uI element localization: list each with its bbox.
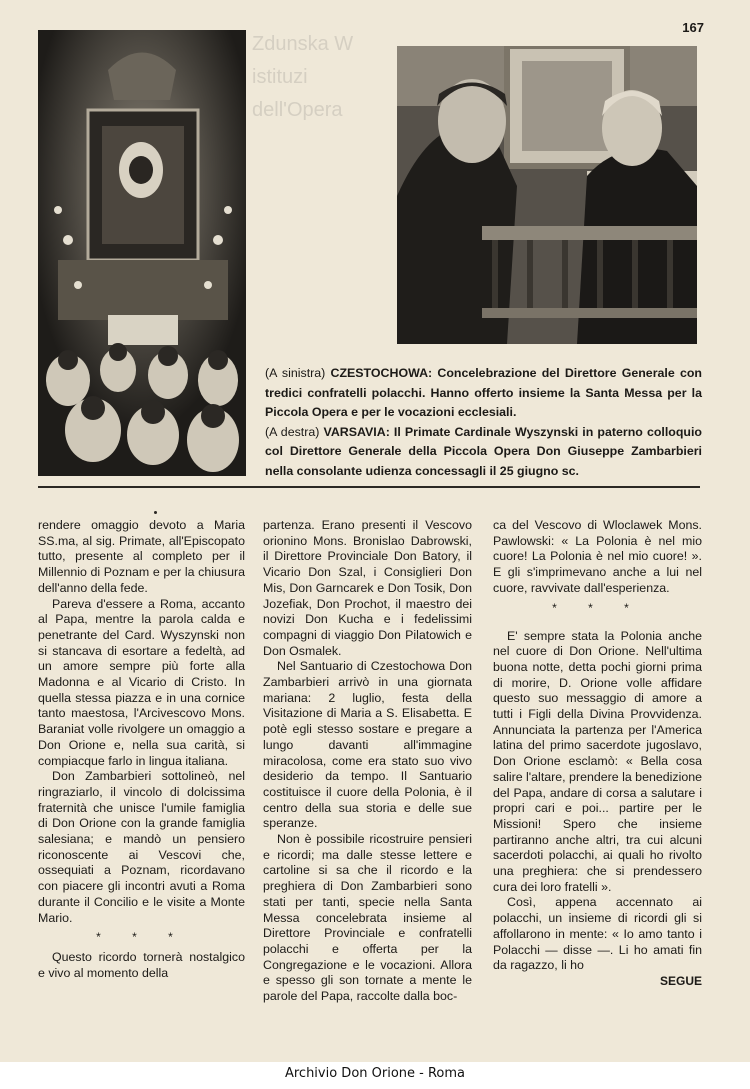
paragraph: Questo ricordo tornerà nostalgico e vivo al momento della bbox=[38, 950, 245, 980]
caption-right-text: VARSAVIA: Il Primate Cardinale Wyszynski in paterno colloquio col Direttore Generale della Piccola Opera Don Giuseppe Zambarbieri nella consolante udienza concessagli il 25 giugno sc. bbox=[265, 424, 703, 478]
photo-caption bbox=[265, 364, 702, 482]
caption-right-label: (A destra) bbox=[265, 424, 320, 439]
continued-label: SEGUE bbox=[659, 973, 702, 988]
archive-footer bbox=[0, 1062, 750, 1089]
photo-varsavia bbox=[397, 46, 697, 344]
archive-label: Archivio Don Orione - Roma bbox=[284, 1066, 466, 1081]
paragraph: rendere omaggio devoto a Maria SS.ma, al sig. Primate, all'Episcopato tutto, presente al completo per il Millennio di Poznam e per la chiusura dell'anno della fede. bbox=[38, 518, 245, 595]
caption-left-label: (A sinistra) bbox=[265, 366, 326, 380]
background-heading bbox=[252, 28, 397, 148]
page-number: 167 bbox=[682, 20, 704, 35]
horizontal-rule bbox=[38, 486, 700, 488]
text-column-3 bbox=[493, 518, 702, 990]
text-column-1 bbox=[38, 518, 245, 982]
section-separator: * * * bbox=[552, 600, 643, 615]
paragraph: ca del Vescovo di Wloclawek Mons. Pawlowski: « La Polonia è nel mio cuore! La Polonia è nel mio cuore! ». E gli s'imprimevano anche a lui nel cuore, ravvivate dall'esperienza. bbox=[493, 518, 702, 595]
paragraph: Don Zambarbieri sottolineò, nel ringraziarlo, il vincolo di dolcissima fraternità che unisce l'umile famiglia di Don Orione con la grande famiglia salesiana; e mandò un pensiero riconoscente ai Vescovi che, ossequiati a Poznam, ricordavano con piacere gli incontri avuti a Roma durante il Concilio e le visite a Monte Mario. bbox=[38, 769, 245, 925]
paragraph: E' sempre stata la Polonia anche nel cuore di Don Orione. Nell'ultima buona notte, detta pochi giorni prima di morire, D. Orione volle affidare questo suo messaggio di amore a tutti i Figli della Divina Provvidenza. Annunciata la partenza per l'America latina del primo sacerdote jugoslavo, Don Orione esclamò: « Bella cosa salire l'altare, prendere la benedizione del Papa, andare di corsa a salutare i propri cari e poi... partire per le Missioni! Spero che insieme partiranno anche altri, tra cui alcuni sacerdoti polacchi, ai quali ho rivolto una preghiera: che si prendessero cura dei loro fratelli ». bbox=[493, 628, 703, 894]
photo-czestochowa-image bbox=[38, 30, 246, 476]
ornament-dot bbox=[154, 511, 157, 514]
section-separator: * * * bbox=[96, 930, 187, 945]
paragraph: Nel Santuario di Czestochowa Don Zambarbieri arrivò in una giornata mariana: 2 luglio, festa della Visitazione di Maria a S. Elisabetta. E potè egli stesso sostare e pregare a lungo davanti all'immagine miracolosa, come era stato suo vivo desiderio da tempo. Il Santuario costituisce il cuore della Polonia, è il centro della sua storia e delle sue speranze. bbox=[263, 659, 472, 831]
paragraph: Pareva d'essere a Roma, accanto al Papa, mentre la parola calda e penetrante del Card. Wyszynski non si stancava di esortare a fedeltà, ad un amore sempre più forte alla Madonna e al Vicario di Cristo. In quella stessa piazza e in una cornice tanto maestosa, l'Arcivescovo Mons. Baraniat volle rivolgere un omaggio a Don Orione e, nella sua carità, si compiacque farlo in lingua italiana. bbox=[38, 596, 245, 768]
photo-varsavia-image bbox=[397, 46, 697, 344]
background-heading-line: Zdunska W bbox=[252, 33, 354, 55]
background-heading-line: istituzi bbox=[252, 66, 308, 88]
spacer bbox=[493, 621, 702, 629]
photo-czestochowa bbox=[38, 30, 246, 476]
paragraph: Così, appena accennato ai polacchi, un insieme di ricordi gli si affollarono in mente: « Io amo tanto i Polacchi — disse —. Li ho amati fin da ragazzo, li ho bbox=[493, 895, 702, 973]
background-heading-line: dell'Opera bbox=[252, 99, 343, 121]
paragraph: partenza. Erano presenti il Vescovo orionino Mons. Bronislao Dabrowski, il Direttore Provinciale Don Batory, il Vicario Don Szal, i Consiglieri Don Mis, Don Garncarek e Don Tosik, Don Jozefiak, Don Prochot, il maestro dei novizi Don Kucha e i fedelissimi compagni di viaggio Don Pilatowich e Don Osmalek. bbox=[263, 518, 472, 658]
caption-left-text: CZESTOCHOWA: Concelebrazione del Direttore Generale con tredici confratelli polacchi. Hanno offerto insieme la Santa Messa per la Piccola Opera e per le vocazioni ecclesiali. bbox=[265, 366, 702, 420]
text-column-2 bbox=[263, 518, 472, 1005]
paragraph: Non è possibile ricostruire pensieri e ricordi; ma dalle stesse lettere e cartoline si sa che il ricordo e la preghiera di Don Zambarbieri sono stati per tanti, specie nella Santa Messa concelebrata insieme al Direttore Provinciale e confratelli polacchi e offerta per la Congregazione e le vocazioni. Allora e spesso gli son tornate a mente le parole del Papa, raccolte dalla boc- bbox=[263, 832, 472, 1004]
